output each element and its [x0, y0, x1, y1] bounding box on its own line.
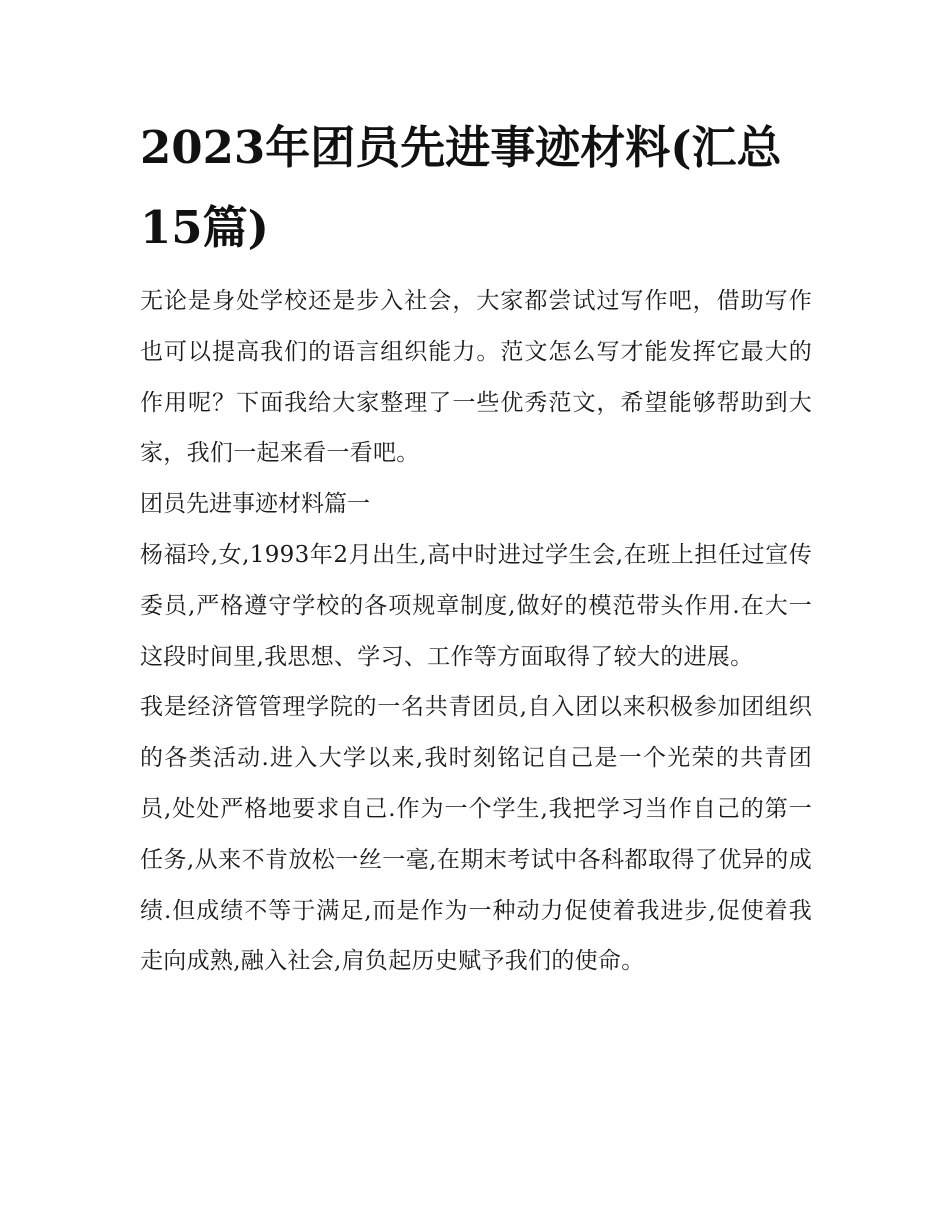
section-heading: 团员先进事迹材料篇一 [140, 491, 370, 518]
document-body [140, 276, 812, 987]
document-page [140, 108, 812, 987]
body-paragraph-2: 我是经济管管理学院的一名共青团员,自入团以来积极参加团组织的各类活动.进入大学以来,我时刻铭记自己是一个光荣的共青团员,处处严格地要求自己.作为一个学生,我把学习当作自己的第一任务,从来不肯放松一丝一毫,在期末考试中各科都取得了优异的成绩.但成绩不等于满足,而是作为一种动力促使着我进步,促使着我走向成熟,融入社会,肩负起历史赋予我们的使命。 [140, 694, 812, 975]
intro-paragraph: 无论是身处学校还是步入社会，大家都尝试过写作吧，借助写作也可以提高我们的语言组织能力。范文怎么写才能发挥它最大的作用呢？下面我给大家整理了一些优秀范文，希望能够帮助到大家，我们一起来看一看吧。 [140, 288, 812, 467]
document-title: 2023年团员先进事迹材料(汇总15篇) [140, 121, 782, 254]
body-paragraph-1: 杨福玲,女,1993年2月出生,高中时进过学生会,在班上担任过宣传委员,严格遵守学校的各项规章制度,做好的模范带头作用.在大一这段时间里,我思想、学习、工作等方面取得了较大的进展。 [140, 541, 812, 670]
